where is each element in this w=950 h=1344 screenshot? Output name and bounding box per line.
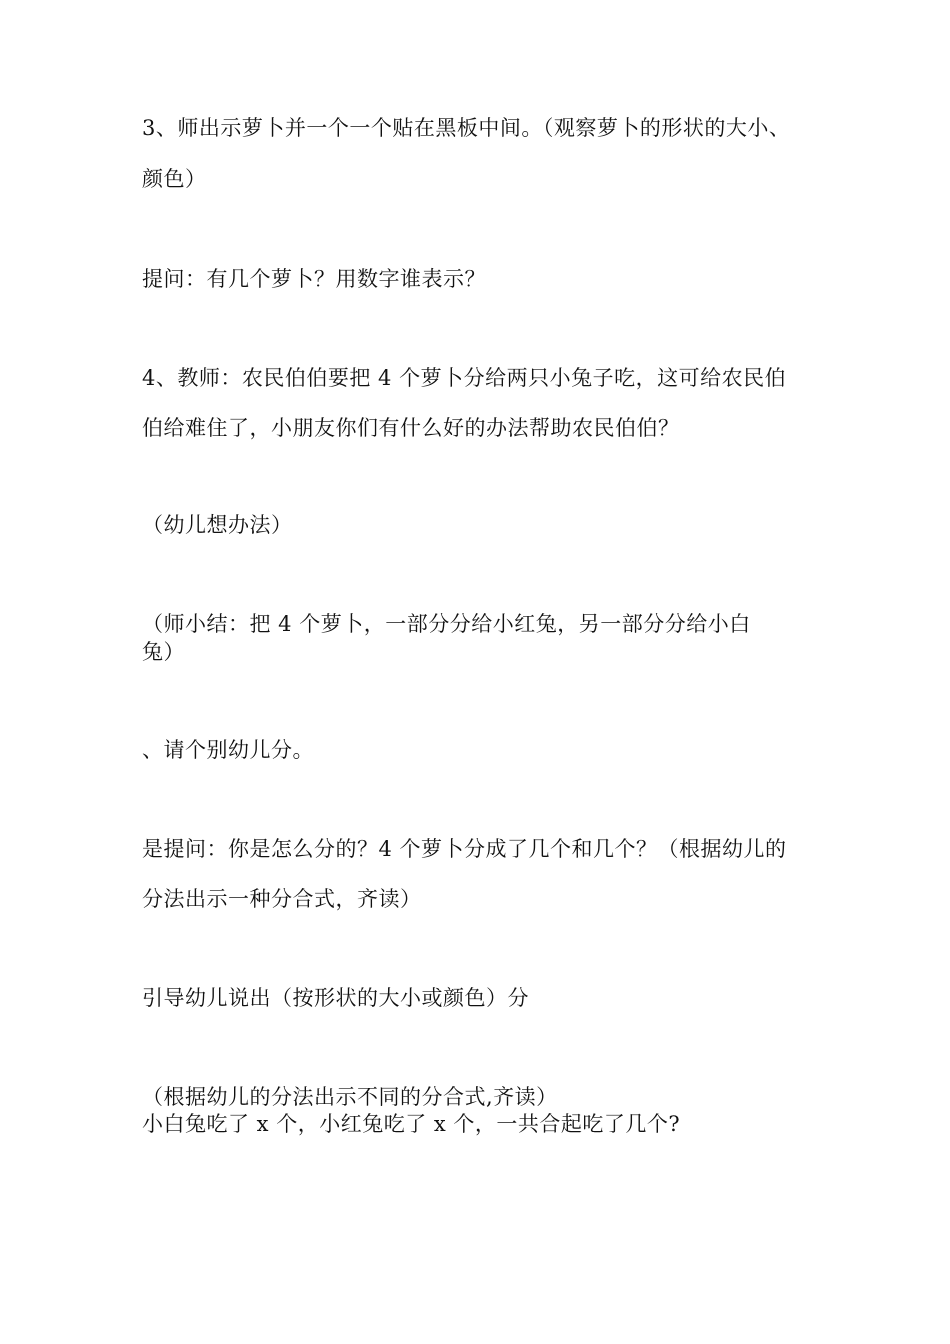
paragraph-children-think: （幼儿想办法） — [142, 513, 293, 537]
paragraph-step-4-line-1: 4、教师：农民伯伯要把 4 个萝卜分给两只小兔子吃，这可给农民伯 — [142, 366, 787, 390]
paragraph-teacher-summary-line-2: 兔） — [142, 640, 185, 664]
paragraph-teacher-summary-line-1: （师小结：把 4 个萝卜，一部分分给小红兔，另一部分分给小白 — [142, 612, 751, 636]
paragraph-show-formulas: （根据幼儿的分法出示不同的分合式,齐读） — [142, 1085, 558, 1109]
paragraph-question-count: 提问：有几个萝卜？用数字谁表示？ — [142, 267, 486, 291]
paragraph-step-3-line-1: 3、师出示萝卜并一个一个贴在黑板中间。（观察萝卜的形状的大小、 — [142, 116, 791, 140]
paragraph-question-method-line-2: 分法出示一种分合式，齐读） — [142, 887, 422, 911]
paragraph-question-method-line-1: 是提问：你是怎么分的？4 个萝卜分成了几个和几个？（根据幼儿的 — [142, 837, 787, 861]
paragraph-step-4-line-2: 伯给难住了，小朋友你们有什么好的办法帮助农民伯伯？ — [142, 416, 680, 440]
paragraph-individual-division: 、请个别幼儿分。 — [142, 738, 314, 762]
paragraph-step-3-line-2: 颜色） — [142, 167, 207, 191]
paragraph-rabbits-question: 小白兔吃了 x 个，小红兔吃了 x 个，一共合起吃了几个? — [142, 1112, 681, 1136]
paragraph-guide-children: 引导幼儿说出（按形状的大小或颜色）分 — [142, 986, 529, 1010]
